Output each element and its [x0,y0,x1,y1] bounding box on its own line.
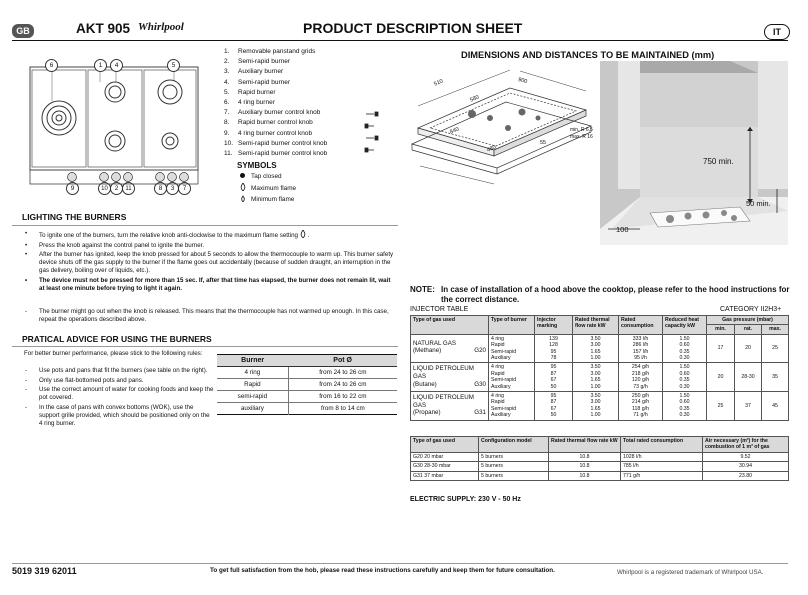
clearance-750: 750 min. [703,157,734,166]
dimensions-title: DIMENSIONS AND DISTANCES TO BE MAINTAINED (mm) [461,50,715,60]
table-row: G20 20 mbar 5 burners 10.8 1028 l/h 9.52 [411,452,789,461]
column-header: Total rated consumption [621,437,703,453]
symbol-max-flame: Maximum flame [240,183,296,195]
callout-8: 8 [154,182,167,195]
column-header: rat. [735,325,762,334]
symbols-title: SYMBOLS [237,161,277,170]
list-item: 4. Semi-rapid burner [224,78,291,86]
column-header: Pot Ø [288,355,397,367]
footer-note: To get full satisfaction from the hob, please read these instructions carefully and keep them for future consultation. [210,567,555,574]
control-knobs [68,173,189,182]
table-row: auxiliary from 8 to 14 cm [217,403,397,415]
dim-55: 55 [540,140,547,146]
callout-6: 6 [45,59,58,72]
table-row: Rapid from 24 to 26 cm [217,379,397,391]
callout-3: 3 [166,182,179,195]
table-row: G30 28-30 mbar 5 burners 10.8 785 l/h 30.94 [411,462,789,471]
dim-480: 480 [486,144,497,154]
clearance-100: 100 [616,225,629,234]
semi-rapid-burner-top [105,82,125,102]
electric-supply: ELECTRIC SUPPLY: 230 V - 50 Hz [410,496,521,503]
lighting-instructions [24,230,396,295]
table-row: G31 37 mbar 5 burners 10.8 771 g/h 23.80 [411,471,789,480]
lighting-rule [12,225,398,226]
column-header: Air necessary (m³) for the combustion of 1 m³ of gas [703,437,789,453]
injector-table [410,315,789,421]
lighting-title: LIGHTING THE BURNERS [22,212,127,222]
language-badge-it: IT [764,24,790,40]
column-header: Type of gas used [411,316,489,335]
column-header: Injector marking [535,316,573,335]
list-item: • Press the knob against the control panel to ignite the burner. [25,241,205,249]
table-row: NATURAL GAS (Methane) G20 4 ring Rapid Semi-rapid Auxiliary 139 128 95 78 3.50 3.00 1.65 1.00 333 l/h 286 l/h 157 l/h 95 l/h 1.50 0.60 0.35 0.30 17 20 25 [411,334,789,363]
symbols-list [240,172,296,206]
knob-indicator-icons [364,108,382,160]
symbol-min-flame: Minimum flame [240,194,296,206]
list-item: - Only use flat-bottomed pots and pans. [25,376,144,384]
list-item: 2. Semi-rapid burner [224,58,291,66]
installation-clearance-diagram [600,61,788,245]
list-item: 7. Auxiliary burner control knob [224,109,321,117]
max-flame-icon [240,183,246,191]
dim-900: 900 [517,76,528,86]
list-item: - The burner might go out when the knob is released. This means that the thermocouple has not warmed up enough. In this case, repeat the operations described above. [25,308,389,324]
advice-list [24,367,214,430]
callout-9: 9 [66,182,79,195]
document-code: 5019 319 62011 [12,566,77,576]
hob-top-view-diagram [12,56,210,194]
installation-scene [600,61,788,245]
list-item: • To ignite one of the burners, turn the relative knob anti-clockwise to the maximum flame setting . [25,230,310,239]
column-header: Type of burner [489,316,535,335]
callout-11: 11 [122,182,135,195]
advice-intro: For better burner performance, please stick to the following rules: [24,350,203,357]
advice-title: PRATICAL ADVICE FOR USING THE BURNERS [22,334,212,344]
note-label: NOTE: [410,285,435,294]
list-item: 9. 4 ring burner control knob [224,129,313,137]
list-item: 3. Auxiliary burner [224,68,284,76]
semi-rapid-burner-bottom [105,131,125,151]
rapid-burner [158,80,182,104]
callout-10: 10 [98,182,111,195]
list-item: - Use pots and pans that fit the burners (see table on the right). [25,367,208,374]
list-item: - In the case of pans with convex bottoms (WOK), use the support grille provided, which should be positioned only on the 4 ring burner. [25,403,210,428]
lighting-note [24,308,396,326]
min-flame-icon [240,194,246,202]
page-title: PRODUCT DESCRIPTION SHEET [303,20,523,36]
column-header: Gas pressure (mbar) [707,316,789,325]
injector-table-title: INJECTOR TABLE [410,306,469,313]
hob-outline [30,67,198,184]
column-header: Burner [217,355,288,367]
column-header: Rated consumption [619,316,663,335]
list-item: • After the burner has ignited, keep the knob pressed for about 5 seconds to allow the thermocouple to warm up. This burner safety device shuts off the gas supply to the burner if the flame goes out accidentally (because of sudden draught, an interruption in the gas delivery, boiling over of liquids, etc.). [25,251,394,275]
table-row: semi-rapid from 16 to 22 cm [217,391,397,403]
list-item: - Use the correct amount of water for cooking foods and keep the pot covered. [25,386,214,402]
list-item: 6. 4 ring burner [224,99,275,107]
trademark-note: Whirlpool is a registered trademark of Whirlpool USA. [617,569,764,576]
column-header: Reduced heat capacity kW [663,316,707,335]
column-header: Rated thermal flow rate kW [573,316,619,335]
list-item: • The device must not be pressed for more than 15 sec. If, after that time has elapsed, the burner does not remain lit, wait at least one minute before trying to light it again. [25,276,391,293]
header-rule [12,40,788,41]
column-header: Type of gas used [411,437,479,453]
callout-1: 1 [94,59,107,72]
dim-840: 840 [449,126,460,136]
consumption-table [410,436,789,481]
dim-min-radius: min. R 6,5 [570,127,593,133]
column-header: Rated thermal flow rate kW [549,437,621,453]
max-flame-icon [300,230,306,238]
column-header: max. [762,325,789,334]
callout-4: 4 [110,59,123,72]
clearance-50: 50 min. [746,199,771,208]
pot-size-table [217,354,397,415]
list-item: 8. Rapid burner control knob [224,119,313,127]
list-item: 10. Semi-rapid burner control knob [224,139,328,147]
model-number: AKT 905 [76,21,131,36]
language-badge-gb: GB [12,24,34,38]
dim-580: 580 [469,94,480,104]
callout-2: 2 [110,182,123,195]
list-item: 1. Removable panstand grids [224,48,316,55]
symbol-tap-closed: Tap closed [240,172,296,183]
note-text: In case of installation of a hood above the cooktop, please refer to the hood instructions for the correct distance. [441,285,790,304]
footer-rule [12,563,788,564]
table-row: LIQUID PETROLEUM GAS (Butane) G30 4 ring Rapid Semi-rapid Auxiliary 95 87 67 50 3.50 3.00 1.65 1.00 254 g/h 218 g/h 120 g/h 73 g/h 1.50 0.60 0.35 0.30 20 28-30 35 [411,363,789,392]
callout-5: 5 [167,59,180,72]
brand-logo: Whirlpool [138,21,184,33]
advice-rule [12,346,398,347]
four-ring-burner [42,101,76,135]
callout-7: 7 [178,182,191,195]
dim-max-radius: max. R 16 [570,134,593,140]
column-header: min. [707,325,735,334]
auxiliary-burner [162,133,178,149]
list-item: 11. Semi-rapid burner control knob [224,150,328,158]
table-row: 4 ring from 24 to 26 cm [217,367,397,379]
column-header: Configuration model [479,437,549,453]
list-item: 5. Rapid burner [224,88,276,96]
gas-category: CATEGORY II2H3+ [720,306,782,313]
table-row: LIQUID PETROLEUM GAS (Propane) G31 4 ring Rapid Semi-rapid Auxiliary 95 87 67 50 3.50 3.00 1.65 1.00 250 g/h 214 g/h 118 g/h 71 g/h 1.50 0.60 0.35 0.30 25 37 45 [411,392,789,421]
dim-510: 510 [433,78,444,88]
filled-dot-icon [240,173,245,178]
